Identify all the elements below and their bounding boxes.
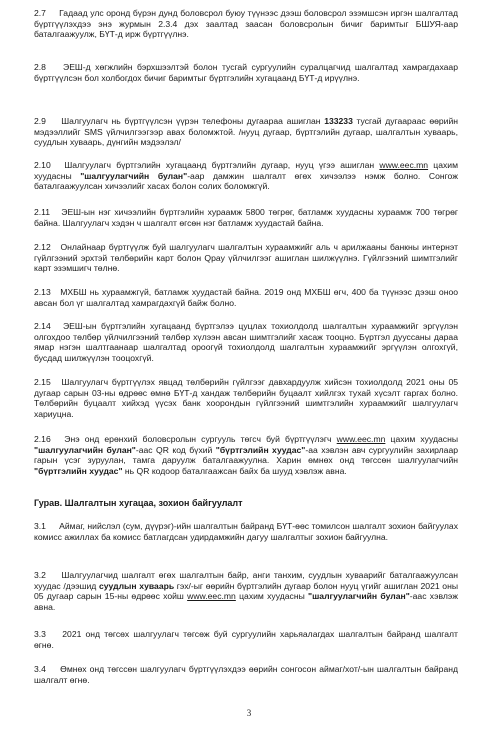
paragraph-text: Гадаад улс оронд бүрэн дунд боловсрол буюу түүнээс дээш боловсрол эзэмшсэн иргэн шалгалтад бүртгүүлэхдээ энэ журмын 2.3.4 дэх заалтад заасан боловсролын бичиг баримтыг БШУЯ-аар баталгаажуулж, БҮТ-д ирж бүртгүүлнэ. — [34, 8, 458, 40]
paragraph-2-16 — [34, 434, 458, 476]
paragraph-3-1 — [34, 521, 458, 542]
paragraph-text: цахим хуудасны — [34, 160, 458, 181]
section-heading: Гурав. Шалгалтын хугацаа, зохион байгуулалт — [34, 498, 243, 508]
bold-text: суудлын хуваарь — [98, 580, 175, 591]
paragraph-number: 3.1 — [34, 521, 46, 531]
paragraph-text: гэх/-ыг өөрийн бүртгэлийн дугаар болон нууц үгийг ашиглан 2021 оны 05 дугаар сарын 15-ны өдрөөс хойш — [34, 580, 459, 602]
paragraph-3-3 — [34, 629, 458, 650]
paragraph-text: цахим хуудасны — [385, 434, 458, 444]
bold-text: "шалгуулагчийн булан" — [34, 444, 136, 455]
paragraph-text: ЭЕШ-д хөгжлийн бэрхшээлтэй болон тусгай сургуулийн суралцагчид шалгалтад хамрагдахаар бүртгүүлсэн бол холбогдох бичиг баримтыг бүртгэлийн хугацаанд БҮТ-д ирүүлнэ. — [34, 62, 458, 83]
page-number: 3 — [246, 708, 252, 718]
paragraph-number: 3.3 — [34, 629, 46, 639]
paragraph-2-9 — [34, 116, 458, 148]
paragraph-text: Шалгуулагч бүртгүүлэх явцад төлбөрийн гүйлгээг давхардуулж хийсэн тохиолдолд 2021 оны 05 дугаар сарын 03-ны өдрөөс өмнө БҮТ-д хандаж төлбөрийн буцаалт хийлгэх тухай хүсэлт гаргах болно. Төлбөрийн буцаалт хийхэд үүсэх банк хоорондын гүйлгээний шимтгэлийн хураамжийг шалгуулагч хариуцна. — [34, 377, 458, 419]
bold-text: "бүртгэлийн хуудас" — [34, 465, 123, 476]
paragraph-text: МХБШ нь хураамжгүй, батламж хуудастай байна. 2019 онд МХБШ өгч, 400 ба түүнээс дээш оноо авсан бол үг шалгалтад хамрагдахгүй байж болно. — [34, 287, 459, 308]
paragraph-text: тусгай дугаараас өөрийн мэдээллийг SMS үйлчилгээгээр авах боломжтой. /нууц дугаар, бүртгэлийн дугаар, шалгалтын хуваарь, суудлын хуваарь, дүнгийн мэдээлэл/ — [34, 116, 458, 148]
paragraph-2-13 — [34, 287, 458, 308]
paragraph-2-11 — [34, 207, 458, 228]
paragraph-number: 2.9 — [34, 116, 46, 126]
paragraph-text: Энэ онд ерөнхий боловсролын сургууль төгсч буй бүртгүүлэгч — [64, 434, 337, 444]
paragraph-text: нь QR кодоор баталгаажсан байх ба шууд хэвлэж авна. — [122, 465, 347, 476]
website-link[interactable]: www.eec.mn — [187, 591, 236, 602]
paragraph-2-15 — [34, 377, 458, 419]
paragraph-number: 2.10 — [34, 160, 51, 170]
paragraph-text: Онлайнаар бүртгүүлж буй шалгуулагч шалгалтын хураамжийг аль ч арилжааны банкны интернэт гүйлгээний эрхтэй төлбөрийн карт болон Qpay үйлчилгээг ашиглан шилжүүлнэ. Гүйлгээний шимтгэлийг карт эзэмшигч төлнө. — [34, 242, 458, 274]
paragraph-number: 2.16 — [34, 434, 51, 444]
paragraph-text: -аа хэвлэн авч сургуулийн захирлаар гарын үсэг зуруулан, тамга даруулж баталгаажуулна. Харин өмнөх онд төгссөн шалгуулагчийн — [34, 444, 459, 466]
paragraph-text: -аас хэвлэж авна. — [34, 591, 458, 612]
paragraph-number: 2.11 — [34, 207, 51, 217]
paragraph-text: цахим хуудасны — [235, 591, 309, 602]
paragraph-text: ЭЕШ-ын бүртгэлийн хугацаанд бүртгэлээ цуцлах тохиолдолд шалгалтын хураамжийг эргүүлэн олгохдоо төлбөр үйлчилгээний төлбөр хүлээн авсан шимтгэлийг хасаж тооцно. Бүртгэл дууссаны дараа ямар нэгэн шалтгаанаар шалгалтад ороогүй тохиолдолд шалгалтын хураамжийг эргүүлэн олгохгүй, бусдад шилжүүлэн тооцохгүй. — [34, 321, 459, 363]
paragraph-text: ЭЕШ-ын нэг хичээлийн бүртгэлийн хураамж 5800 төгрөг, батламж хуудасны хураамж 700 төгрөг байна. Шалгуулагч хэдэн ч шалгалт өгсөн нэг батламж хуудастай байна. — [34, 207, 458, 228]
paragraph-text: Шалгуулагч нь бүртгүүлсэн үүрэн телефоны дугаараа ашиглан — [61, 116, 325, 126]
paragraph-2-8 — [34, 62, 458, 83]
paragraph-text: Шалгуулагчид шалгалт өгөх шалгалтын байр, анги танхим, суудлын хуваарийг баталгаажуулсан хуудас /дээшид — [34, 570, 459, 591]
paragraph-number: 2.13 — [34, 287, 51, 297]
paragraph-text: -аас QR код бүхий — [135, 444, 216, 455]
paragraph-text: -аар дамжин шалгалт өгөх хичээлээ нэмж болно. Сонгож баталгаажуулсан хичээлийг хасах болон солих боломжгүй. — [34, 170, 458, 192]
bold-text: "шалгуулагчийн булан" — [80, 170, 188, 181]
bold-text: "шалгуулагчийн булан" — [308, 591, 410, 602]
paragraph-number: 2.7 — [34, 8, 46, 18]
website-link[interactable]: www.eec.mn — [379, 160, 429, 170]
paragraph-number: 2.15 — [34, 377, 51, 387]
paragraph-number: 3.4 — [34, 664, 46, 674]
paragraph-2-7 — [34, 8, 458, 40]
paragraph-text: 2021 онд төгсөх шалгуулагч төгсөж буй сургуулийн харьяалагдах шалгалтын байранд шалгалт өгнө. — [34, 629, 458, 650]
paragraph-number: 2.14 — [34, 321, 51, 331]
paragraph-3-4 — [34, 664, 458, 685]
paragraph-number: 3.2 — [34, 570, 46, 580]
paragraph-3-2 — [34, 570, 458, 612]
paragraph-text: Өмнөх онд төгссөн шалгуулагч бүртгүүлэхдээ өөрийн сонгосон аймаг/хот/-ын шалгалтын байранд шалгалт өгнө. — [34, 664, 458, 685]
bold-text: "бүртгэлийн хуудас" — [215, 444, 306, 455]
paragraph-2-10 — [34, 160, 458, 192]
paragraph-number: 2.12 — [34, 242, 51, 252]
bold-text: 133233 — [324, 116, 353, 126]
paragraph-2-12 — [34, 242, 458, 274]
paragraph-text: Шалгуулагч бүртгэлийн хугацаанд бүртгэлийн дугаар, нууц үгээ ашиглан — [64, 160, 380, 170]
paragraph-2-14 — [34, 321, 458, 363]
paragraph-text: Аймаг, нийслэл (сум, дүүрэг)-ийн шалгалтын байранд БҮТ-өөс томилсон шалгалт зохион байгуулах комисс ажиллах ба комисс батлагдсан удирдамжийн дагуу шалгалтыг зохион байгуулна. — [34, 521, 458, 542]
paragraph-number: 2.8 — [34, 62, 46, 72]
website-link[interactable]: www.eec.mn — [336, 434, 386, 444]
